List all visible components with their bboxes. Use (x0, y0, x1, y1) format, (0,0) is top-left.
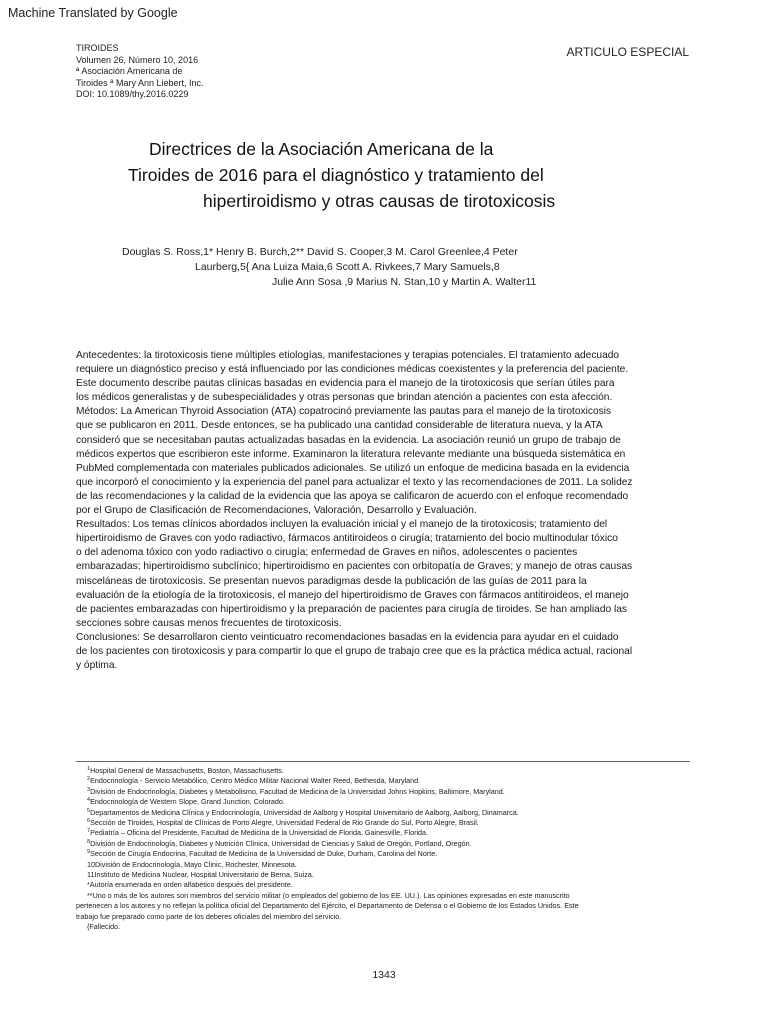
author-list (0, 245, 768, 290)
title-line: Tiroides de 2016 para el diagnóstico y tratamiento del (128, 165, 544, 185)
abstract (76, 349, 696, 673)
abstract-line: misceláneas de tirotoxicosis. Se presentan nuevos paradigmas desde la publicación de las guías de 2011 para la (76, 575, 587, 587)
abstract-line: PubMed complementada con materiales publicados adicionales. Se utilizó un enfoque de medicina basada en la evidencia (76, 462, 630, 474)
disclaimer-note: pertenecen a los autores y no reflejan la política oficial del Departamento del Ejército, el Departamento de Defensa o el Gobierno de los Estados Unidos. Este (76, 901, 579, 911)
deceased-note: {Fallecido. (87, 922, 121, 932)
affiliation-footnote: $^1$Hospital General de Massachusetts, Boston, Massachusetts. (87, 766, 284, 775)
journal-copyright-2: Tiroides ª Mary Ann Liebert, Inc. (76, 77, 204, 88)
abstract-line: embarazadas; hipertiroidismo subclínico; hipertiroidismo en pacientes con orbitopatía de Graves; y manejo de otras causas (76, 561, 633, 573)
footnotes (76, 766, 696, 933)
abstract-line: de las recomendaciones y la calidad de la evidencia que las apoya se calificaron de acuerdo con el enfoque recomendado (76, 490, 629, 502)
abstract-line: los médicos generalistas y de subespecialidades y otras personas que brindan atención a pacientes con esta afección. (76, 392, 613, 404)
page-number: 1343 (372, 969, 396, 981)
disclaimer-note: **Uno o más de los autores son miembros del servicio militar (o empleados del gobierno de los EE. UU.). Las opiniones expresadas en este manuscrito (87, 890, 570, 900)
abstract-line: secciones sobre causas menos frecuentes de tirotoxicosis. (76, 617, 342, 629)
affiliation-footnote: $^8$División de Endocrinología, Diabetes y Nutrición Clínica, Universidad de Ciencias y Salud de Oregón, Portland, Oregón. (87, 838, 472, 848)
journal-name: TIROIDES (76, 43, 119, 53)
affiliation-footnote: $^7$Pediatría – Oficina del Presidente, Facultad de Medicina de la Universidad de Florida, Gainesville, Florida. (87, 828, 429, 838)
abstract-line: que incorporó el conocimiento y la experiencia del panel para actualizar el texto y las recomendaciones de 2011. La solidez (76, 476, 633, 488)
affiliation-footnote: 10División de Endocrinología, Mayo Clinic, Rochester, Minnesota. (87, 859, 297, 869)
author-line: Douglas S. Ross,1* Henry B. Burch,2** David S. Cooper,3 M. Carol Greenlee,4 Peter (122, 246, 518, 258)
abstract-line: médicos expertos que escribieron este informe. Examinaron la literatura relevante mediante una búsqueda sistemática en (76, 448, 626, 460)
abstract-line: de pacientes embarazadas con hipertiroidismo y la preparación de pacientes para cirugía de tiroides. Se han ampliado las (76, 603, 628, 615)
abstract-line: de los pacientes con tirotoxicosis y para compartir lo que el grupo de trabajo cree que es la práctica médica actual, racional (76, 645, 633, 657)
abstract-line: requiere un diagnóstico preciso y está influenciado por las condiciones médicas coexistentes y la preferencia del paciente. (76, 364, 629, 376)
journal-info (76, 43, 204, 101)
affiliation-footnote: $^3$División de Endocrinología, Diabetes y Metabolismo, Facultad de Medicina de la Universidad Johns Hopkins, Baltimore, Maryland. (87, 786, 505, 796)
abstract-line: consideró que se necesitaban pautas actualizadas basadas en la evidencia. La asociación reunió un grupo de trabajo de (76, 434, 621, 446)
abstract-line: y óptima. (76, 660, 118, 672)
abstract-line: que se publicaron en 2011. Desde entonces, se ha publicado una cantidad considerable de literatura nueva, y la ATA (76, 420, 603, 432)
abstract-line: Métodos: La American Thyroid Association (ATA) copatrocinó previamente las pautas para el manejo de la tirotoxicosis (76, 406, 612, 418)
affiliation-footnote: $^2$Endocrinología - Servicio Metabólico, Centro Médico Militar Nacional Walter Reed, Bethesda, Maryland. (87, 776, 421, 786)
journal-copyright-1: ª Asociación Americana de (76, 66, 183, 76)
disclaimer-note: trabajo fue preparado como parte de los deberes oficiales del miembro del servicio. (76, 911, 342, 921)
abstract-line: Antecedentes: la tirotoxicosis tiene múltiples etiologías, manifestaciones y terapias potenciales. El tratamiento adecuado (76, 350, 620, 361)
title-line: Directrices de la Asociación Americana de la (149, 139, 494, 159)
abstract-line: hipertiroidismo de Graves con yodo radiactivo, fármacos antitiroideos o cirugía; tratamiento del bocio multinodular tóxico (76, 533, 618, 545)
affiliation-footnote: 11Instituto de Medicina Nuclear, Hospital Universitario de Berna, Suiza. (87, 870, 314, 880)
author-line: Julie Ann Sosa ,9 Marius N. Stan,10 y Martin A. Walter11 (272, 276, 537, 288)
abstract-line: Resultados: Los temas clínicos abordados incluyen la evaluación inicial y el manejo de la tirotoxicosis; tratamiento del (76, 519, 608, 531)
abstract-line: o del adenoma tóxico con yodo radiactivo o cirugía; enfermedad de Graves en niños, adolescentes o pacientes (76, 547, 578, 559)
author-line: Laurberg,5{ Ana Luiza Maia,6 Scott A. Rivkees,7 Mary Samuels,8 (195, 261, 500, 273)
affiliation-footnote: $^6$Sección de Tiroides, Hospital de Clínicas de Porto Alegre, Universidad Federal de Rio Grande do Sul, Porto Alegre, Brasil. (87, 818, 479, 828)
authorship-note: *Autoría enumerada en orden alfabético después del presidente. (87, 880, 293, 890)
journal-volume: Volumen 26, Número 10, 2016 (76, 54, 199, 65)
journal-doi: DOI: 10.1089/thy.2016.0229 (76, 89, 189, 99)
footnote-divider (76, 761, 690, 762)
affiliation-footnote: $^9$Sección de Cirugía Endocrina, Facultad de Medicina de la Universidad de Duke, Durham, Carolina del Norte. (87, 849, 438, 859)
article-type-label: ARTICULO ESPECIAL (566, 45, 689, 59)
abstract-line: por el Grupo de Clasificación de Recomendaciones, Valoración, Desarrollo y Evaluación. (76, 505, 477, 517)
abstract-line: Este documento describe pautas clínicas basadas en evidencia para el manejo de la tirotoxicosis que serían útiles para (76, 378, 615, 390)
article-title (0, 136, 768, 214)
affiliation-footnote: $^5$Departamentos de Medicina Clínica y Endocrinología, Universidad de Aalborg y Hospital Universitario de Aalborg, Aalborg, Dinamarca. (87, 807, 519, 817)
affiliation-footnote: $^4$Endocrinología de Western Slope, Grand Junction, Colorado. (87, 797, 285, 807)
title-line: hipertiroidismo y otras causas de tirotoxicosis (203, 191, 556, 211)
abstract-line: evaluación de la etiología de la tirotoxicosis, el manejo del hipertiroidismo de Graves con fármacos antitiroideos, el manejo (76, 589, 629, 601)
machine-translation-banner: Machine Translated by Google (8, 6, 178, 20)
abstract-line: Conclusiones: Se desarrollaron ciento veinticuatro recomendaciones basadas en la evidencia para ayudar en el cuidado (76, 631, 619, 643)
